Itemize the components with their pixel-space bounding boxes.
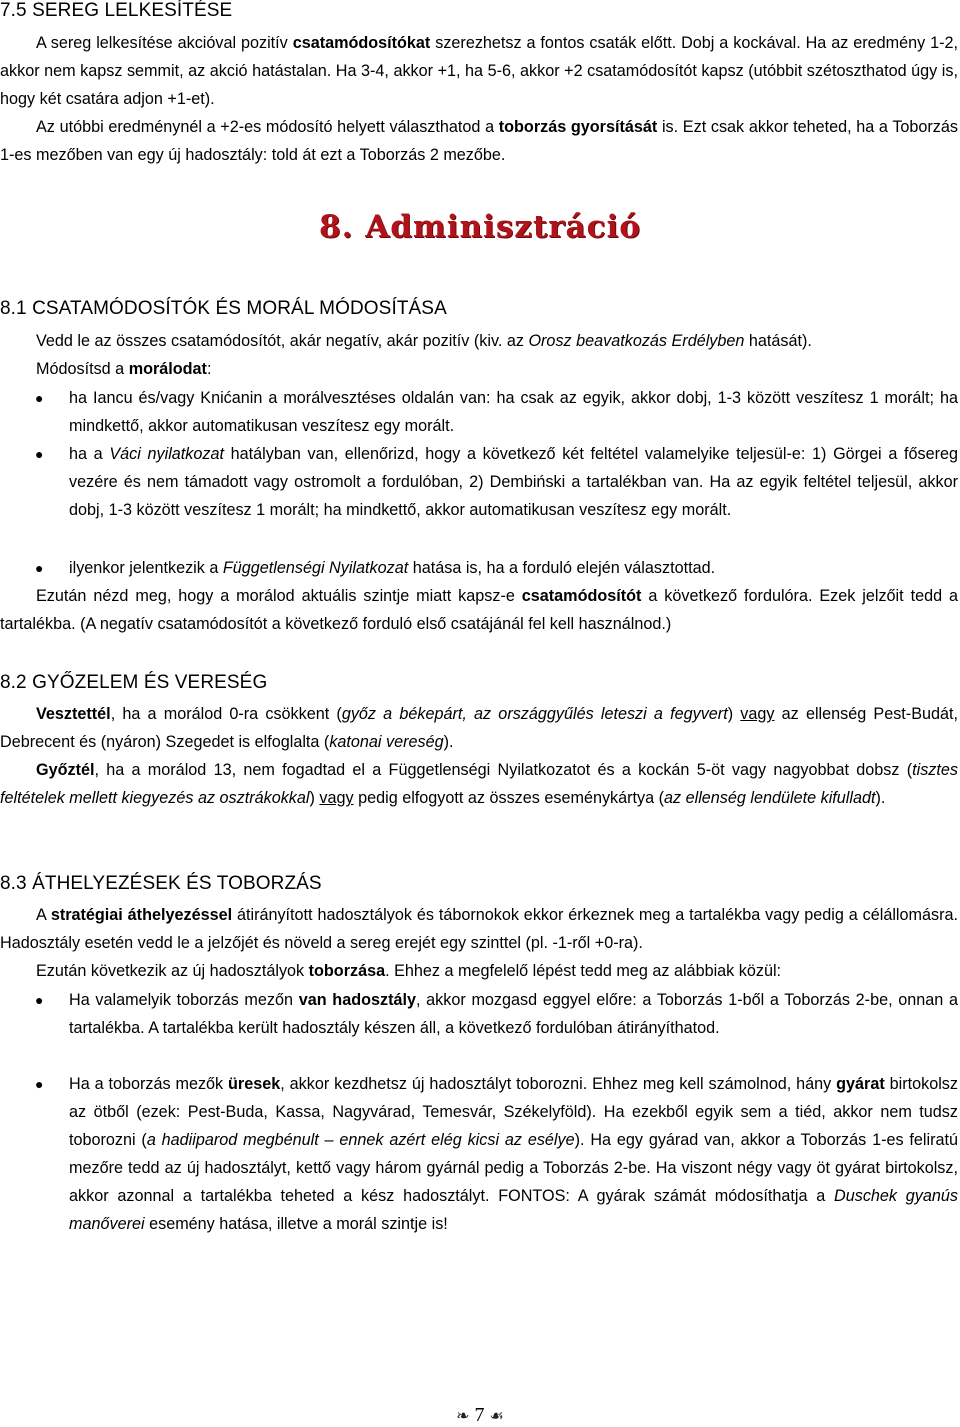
fleuron-left-icon: ❧ <box>456 1408 470 1425</box>
bullet-icon: ● <box>35 390 44 406</box>
section-8-1-paragraph-1: Vedd le az összes csatamódosítót, akár negatív, akár pozitív (kiv. az Orosz beavatkozás Erdélyben hatását). <box>36 332 812 350</box>
page-number: 7 <box>474 1404 485 1426</box>
bullet-icon: ● <box>35 560 44 576</box>
page-footer <box>0 1404 960 1427</box>
fleuron-right-icon: ☙ <box>489 1408 504 1425</box>
section-8-3-paragraph-2: Ezután következik az új hadosztályok toborzása. Ehhez a megfelelő lépést tedd meg az alábbiak közül: <box>36 962 782 980</box>
bullet-icon: ● <box>35 446 44 462</box>
bullet-icon: ● <box>35 1076 44 1092</box>
section-7-5-heading: 7.5 SEREG LELKESÍTÉSE <box>0 0 233 21</box>
bullet-icon: ● <box>35 992 44 1008</box>
chapter-title: 8. Adminisztráció <box>319 209 641 245</box>
section-7-5-paragraph-2: Az utóbbi eredménynél a +2-es módosító helyett választhatod a toborzás gyorsítását is. Ezt csak akkor teheted, ha a Toborzás 1-es mezőben van egy új hadosztály: told át ezt a Toborzás 2 mezőbe. <box>0 118 959 164</box>
section-8-2-paragraph-1: Vesztettél, ha a morálod 0-ra csökkent (győz a békepárt, az országgyűlés leteszi a fegyvert) vagy az ellenség Pest-Budát, Debrecent és (nyáron) Szegedet is elfoglalta (katonai vereség). <box>0 705 958 751</box>
section-8-1-paragraph-3: Ezután nézd meg, hogy a morálod aktuális szintje miatt kapsz-e csatamódosítót a következő fordulóra. Ezek jelzőit tedd a tartalékba. (A negatív csatamódosítót a következő forduló első csatájánál fel kell használnod.) <box>0 587 958 633</box>
section-8-1-bullet-1: ha Iancu és/vagy Knićanin a morálvesztéses oldalán van: ha csak az egyik, akkor dobj, 1-3 között veszítesz 1 morált; ha mindkettő, akkor automatikusan veszítesz egy morált. <box>69 389 958 435</box>
section-8-3-paragraph-1: A stratégiai áthelyezéssel átirányított hadosztályok és tábornokok ekkor érkeznek meg a tartalékba vagy pedig a célállomásra. Hadosztály esetén vedd le a jelzőjét és növeld a sereg erejét egy szinttel (pl. -1-ről +0-ra). <box>0 906 958 952</box>
section-8-3-bullet-1: Ha valamelyik toborzás mezőn van hadosztály, akkor mozgasd eggyel előre: a Toborzás 1-ből a Toborzás 2-be, onnan a tartalékba. A tartalékba került hadosztály készen áll, a következő fordulóban átirányíthatod. <box>69 991 958 1037</box>
section-8-1-bullet-2: ha a Váci nyilatkozat hatályban van, ellenőrizd, hogy a következő két feltétel valamelyike teljesül-e: 1) Görgei a fősereg vezére és nem támadott vagy ostromolt a fordulóban, 2) Dembiński a tartalékban van. Ha az egyik feltétel teljesül, akkor dobj, 1-3 között veszítesz 1 morált; ha mindkettő, akkor automatikusan veszítesz egy morált. <box>69 445 958 519</box>
section-8-2-paragraph-2: Győztél, ha a morálod 13, nem fogadtad el a Függetlenségi Nyilatkozatot és a kockán 5-öt vagy nagyobbat dobsz (tisztes feltételek mellett kiegyezés az osztrákokkal) vagy pedig elfogyott az összes eseménykártya (az ellenség lendülete kifulladt). <box>0 761 958 807</box>
section-8-3-heading: 8.3 ÁTHELYEZÉSEK ÉS TOBORZÁS <box>0 873 322 894</box>
section-8-3-bullet-2: Ha a toborzás mezők üresek, akkor kezdhetsz új hadosztályt toborozni. Ehhez meg kell számolnod, hány gyárat birtokolsz az ötből (ezek: Pest-Buda, Kassa, Nagyvárad, Temesvár, Székelyföld). Ha ezekből egyik sem a tiéd, akkor nem tudsz toborozni (a hadiiparod megbénult – ennek azért elég kicsi az esélye). Ha egy gyárad van, akkor a Toborzás 1-es feliratú mezőre tedd az új hadosztályt, kettő vagy három gyárnál pedig a Toborzás 2-be. Ha viszont négy vagy öt gyárat birtokolsz, akkor azonnal a tartalékba teheted a kész hadosztályt. FONTOS: A gyárak számát módosíthatja a Duschek gyanús manőverei esemény hatása, illetve a morál szintje is! <box>69 1075 958 1233</box>
section-8-2-heading: 8.2 GYŐZELEM ÉS VERESÉG <box>0 672 268 693</box>
section-7-5-paragraph-1: A sereg lelkesítése akcióval pozitív csatamódosítókat szerezhetsz a fontos csaták előtt. Dobj a kockával. Ha az eredmény 1-2, akkor nem kapsz semmit, az akció hatástalan. Ha 3-4, akkor +1, ha 5-6, akkor +2 csatamódosítót kapsz (utóbbit szétoszthatod úgy is, hogy két csatára adjon +1-et). <box>0 34 958 108</box>
section-8-1-bullet-3: ilyenkor jelentkezik a Függetlenségi Nyilatkozat hatása is, ha a forduló elején választottad. <box>69 559 716 577</box>
section-8-1-heading: 8.1 CSATAMÓDOSÍTÓK ÉS MORÁL MÓDOSÍTÁSA <box>0 298 447 319</box>
section-8-1-paragraph-2: Módosítsd a morálodat: <box>36 360 212 378</box>
